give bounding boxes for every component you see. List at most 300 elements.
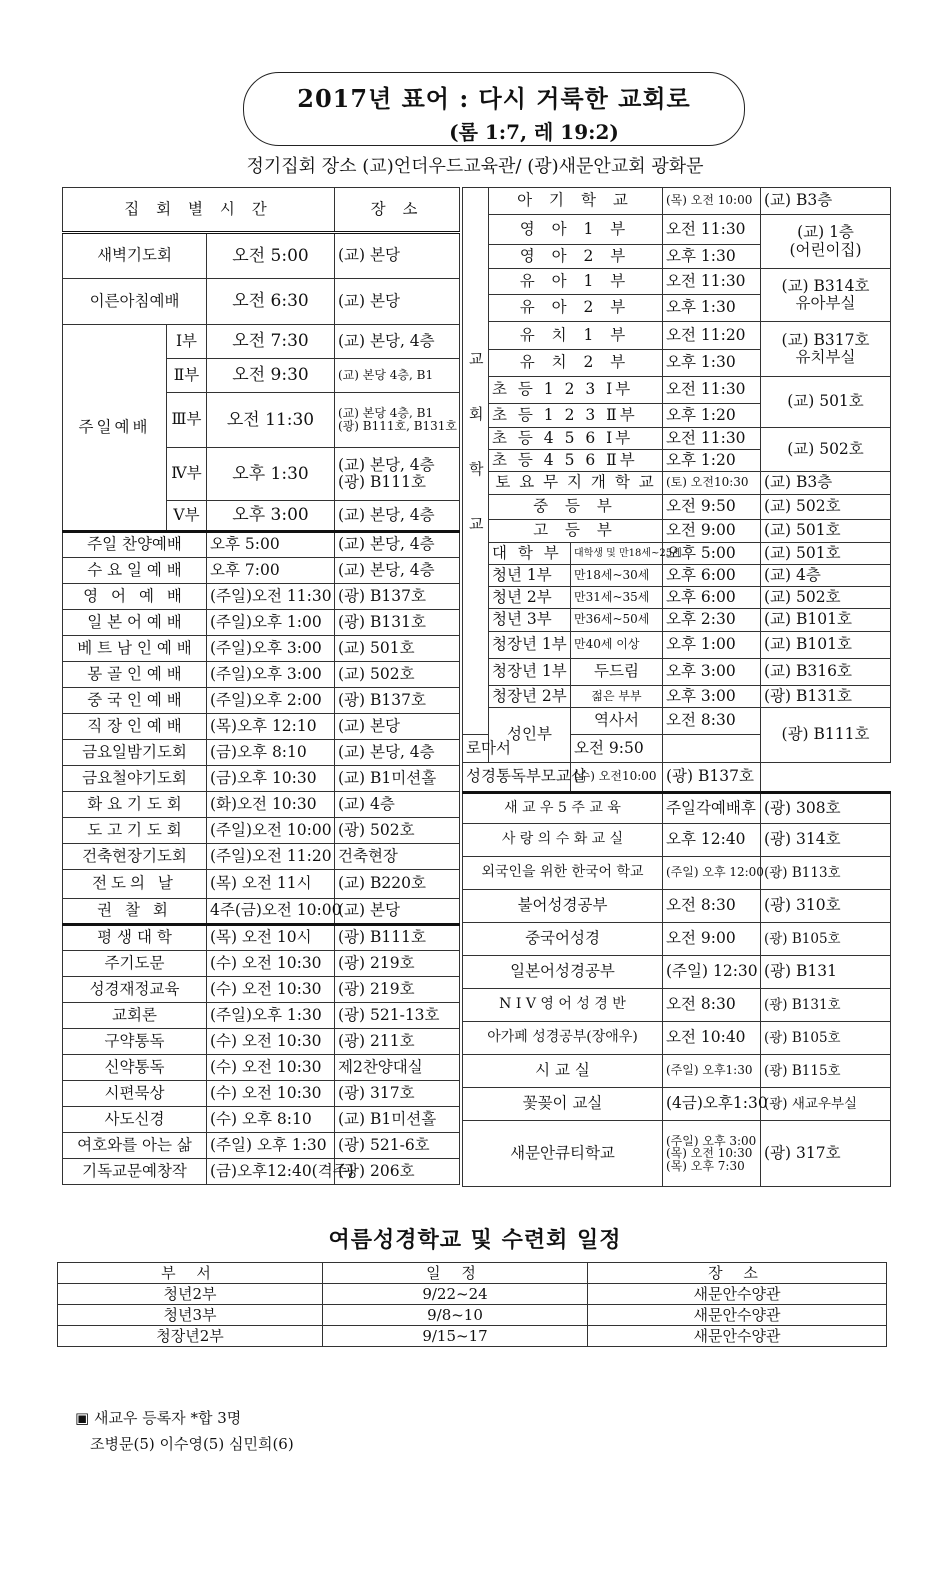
- meeting-time: 오후 3:00: [207, 501, 335, 532]
- place-line: (광) B111호: [338, 473, 426, 491]
- meeting-name: 직 장 인 예 배: [63, 714, 207, 740]
- meeting-place: (교) 4층: [335, 792, 460, 818]
- class-name: 고 등 부: [489, 520, 663, 543]
- class-time: [663, 1121, 761, 1187]
- class-name: 초 등 1 2 3 Ⅰ부: [489, 377, 663, 404]
- meeting-time: (목)오후 12:10: [207, 714, 335, 740]
- place-line: (어린이집): [789, 240, 862, 259]
- table-row: [463, 269, 891, 295]
- header-place: 장 소: [588, 1263, 887, 1284]
- class-place: (교) 501호: [761, 377, 891, 428]
- class-place: (광) 새교우부실: [761, 1088, 891, 1121]
- class-name: 불어성경공부: [463, 890, 663, 923]
- header-place: 장 소: [335, 188, 460, 233]
- meeting-name: 구약통독: [63, 1029, 207, 1055]
- meeting-place: (광) B137호: [335, 584, 460, 610]
- venue-line: 정기집회 장소 (교)언더우드교육관/ (광)새문안교회 광화문: [246, 156, 704, 177]
- class-time: (주일) 오후 12:00: [663, 857, 761, 890]
- class-time: 오후 1:20: [663, 450, 761, 472]
- meeting-place: (광) 521-6호: [335, 1133, 460, 1159]
- table-row: [63, 766, 460, 792]
- class-name: 청년 1부: [489, 565, 571, 587]
- table-row: [463, 587, 891, 609]
- table-row: [63, 662, 460, 688]
- meeting-place: (교) 본당, 4층: [335, 532, 460, 558]
- class-place: (광) B137호: [663, 763, 761, 793]
- class-time: 오후 12:40: [663, 824, 761, 857]
- meeting-name: 신약통독: [63, 1055, 207, 1081]
- place-line: (교) B317호: [781, 330, 870, 349]
- table-row: [463, 472, 891, 495]
- class-name: 유 아 1 부: [489, 269, 663, 295]
- class-name: 성경통독부모교실: [463, 763, 571, 793]
- table-row: [463, 989, 891, 1022]
- class-name: 중 등 부: [489, 495, 663, 520]
- meeting-place: (교) 본당 4층, B1: [335, 359, 460, 393]
- service-part: Ⅲ부: [167, 393, 207, 448]
- table-row: [63, 584, 460, 610]
- new-member-summary: [75, 1405, 294, 1431]
- class-place: (교) 4층: [761, 565, 891, 587]
- department-cell: 청년2부: [58, 1284, 323, 1305]
- table-row: [463, 1022, 891, 1055]
- meeting-name: 교회론: [63, 1003, 207, 1029]
- class-name: 시 교 실: [463, 1055, 663, 1088]
- meeting-time: 오전 11:30: [207, 393, 335, 448]
- class-time: 오후 1:20: [663, 404, 761, 428]
- meeting-time: 오후 1:30: [207, 448, 335, 501]
- meeting-time: 오전 7:30: [207, 325, 335, 359]
- class-sub: 두드림: [571, 659, 663, 686]
- class-time: 오전 9:00: [663, 520, 761, 543]
- schedule-cell: 9/15~17: [323, 1326, 588, 1347]
- table-row: [63, 1003, 460, 1029]
- meeting-time: (목) 오전 10시: [207, 925, 335, 951]
- class-time: 오후 3:00: [663, 686, 761, 708]
- class-name: 아 기 학 교: [489, 188, 663, 215]
- place-line: (교) 본당, 4층: [338, 455, 435, 474]
- department-cell: 청장년2부: [58, 1326, 323, 1347]
- meeting-place: (교) B220호: [335, 870, 460, 899]
- class-place: (광) 310호: [761, 890, 891, 923]
- meeting-time: 오후 7:00: [207, 558, 335, 584]
- class-time: 오후 1:00: [663, 632, 761, 659]
- table-row: [463, 923, 891, 956]
- meeting-time: (주일)오후 1:00: [207, 610, 335, 636]
- meeting-name: 영 어 예 배: [63, 584, 207, 610]
- meeting-time: (금)오후12:40(격주): [207, 1159, 335, 1185]
- class-place: (교) B101호: [761, 632, 891, 659]
- table-row: [58, 1305, 887, 1326]
- meeting-place: (교) 본당, 4층: [335, 325, 460, 359]
- class-place: (교) B3층: [761, 188, 891, 215]
- class-name: 영 아 1 부: [489, 215, 663, 245]
- class-name: 유 치 1 부: [489, 322, 663, 350]
- meeting-place: (광) 521-13호: [335, 1003, 460, 1029]
- place-line: (교) 1층: [797, 223, 854, 242]
- class-sub: 젊은 부부: [571, 686, 663, 708]
- class-name: 유 치 2 부: [489, 350, 663, 377]
- meeting-name: 도 고 기 도 회: [63, 818, 207, 844]
- meeting-time: (주일)오전 10:00: [207, 818, 335, 844]
- table-row: [63, 279, 460, 325]
- class-sub: 로마서: [463, 735, 489, 763]
- class-time: 오전 11:30: [663, 377, 761, 404]
- meeting-name: 여호와를 아는 삶: [63, 1133, 207, 1159]
- meeting-time: (금)오후 10:30: [207, 766, 335, 792]
- class-place: (광) B111호: [761, 708, 891, 763]
- class-place: (교) B316호: [761, 659, 891, 686]
- class-name: 청장년 1부: [489, 659, 571, 686]
- class-name: 성인부: [489, 708, 571, 763]
- meeting-time: (수) 오전 10:30: [207, 1029, 335, 1055]
- class-place: (교) 502호: [761, 428, 891, 472]
- class-time: 오후 5:00: [663, 543, 761, 565]
- table-row: [63, 844, 460, 870]
- meeting-time: (목) 오전 11시: [207, 870, 335, 899]
- class-age: 만36세~50세: [571, 609, 663, 632]
- bullet-icon: ▣: [75, 1409, 90, 1427]
- table-row: [463, 632, 891, 659]
- motto-title: 2017년 표어 : 다시 거룩한 교회로: [297, 84, 691, 113]
- service-part: Ⅱ부: [167, 359, 207, 393]
- class-name: N I V 영 어 성 경 반: [463, 989, 663, 1022]
- meeting-name: 일 본 어 예 배: [63, 610, 207, 636]
- class-place: (교) 501호: [761, 543, 891, 565]
- table-row: [463, 215, 891, 245]
- class-age: 만31세~35세: [571, 587, 663, 609]
- meeting-name: 이른아침예배: [63, 279, 207, 325]
- meeting-name: 건축현장기도회: [63, 844, 207, 870]
- new-member-count: 새교우 등록자 *합 3명: [93, 1409, 242, 1427]
- meeting-name: 사도신경: [63, 1107, 207, 1133]
- table-row: [463, 609, 891, 632]
- class-place: [761, 215, 891, 269]
- class-place: (광) B113호: [761, 857, 891, 890]
- table-row: [63, 325, 460, 359]
- table-header-row: [58, 1263, 887, 1284]
- class-place: [761, 269, 891, 322]
- meeting-place: 건축현장: [335, 844, 460, 870]
- table-row: [463, 322, 891, 350]
- class-place: (광) 308호: [761, 793, 891, 824]
- meeting-name: 주기도문: [63, 951, 207, 977]
- class-time: 오전 11:30: [663, 269, 761, 295]
- meeting-time: (금)오후 8:10: [207, 740, 335, 766]
- class-place: (광) 317호: [761, 1121, 891, 1187]
- class-time: 오전 8:30: [663, 989, 761, 1022]
- class-time: 오전 11:20: [663, 322, 761, 350]
- meeting-time: (수) 오전 10:30: [207, 1055, 335, 1081]
- table-row: [63, 818, 460, 844]
- meeting-time: 4주(금)오전 10:00: [207, 899, 335, 925]
- meeting-name: 주일 찬양예배: [63, 532, 207, 558]
- meeting-place: (교) 본당: [335, 279, 460, 325]
- meeting-time: (주일)오후 3:00: [207, 662, 335, 688]
- table-row: [463, 890, 891, 923]
- service-part: Ⅳ부: [167, 448, 207, 501]
- meeting-place: [335, 448, 460, 501]
- class-time: 오전 11:30: [663, 215, 761, 245]
- table-row: [63, 688, 460, 714]
- header-department: 부 서: [58, 1263, 323, 1284]
- department-cell: 청년3부: [58, 1305, 323, 1326]
- class-place: (교) 501호: [761, 520, 891, 543]
- class-place: (광) B105호: [761, 1022, 891, 1055]
- class-time: (주일) 오후1:30: [663, 1055, 761, 1088]
- meeting-name: 몽 골 인 예 배: [63, 662, 207, 688]
- meeting-place: (광) 219호: [335, 977, 460, 1003]
- class-name: 아가페 성경공부(장애우): [463, 1022, 663, 1055]
- place-line: 유아부실: [795, 294, 856, 312]
- meeting-time: (주일)오후 3:00: [207, 636, 335, 662]
- new-member-names: 조병문(5) 이수영(5) 심민희(6): [90, 1435, 294, 1453]
- class-sub: 역사서: [571, 708, 663, 735]
- meeting-name: 베 트 남 인 예 배: [63, 636, 207, 662]
- meeting-name: 중 국 인 예 배: [63, 688, 207, 714]
- meeting-schedule-table: [62, 187, 460, 1185]
- table-row: [463, 857, 891, 890]
- time-line: (목) 오후 7:30: [666, 1158, 745, 1173]
- class-name: 꽃꽂이 교실: [463, 1088, 663, 1121]
- class-place: (광) B131호: [761, 686, 891, 708]
- class-time: 오전 9:00: [663, 923, 761, 956]
- place-line: (교) 본당 4층, B1: [338, 405, 434, 420]
- meeting-name: 수 요 일 예 배: [63, 558, 207, 584]
- class-name: 영 아 2 부: [489, 245, 663, 269]
- class-time: 오전 11:30: [663, 428, 761, 450]
- table-row: [63, 1029, 460, 1055]
- meeting-place: (교) 본당, 4층: [335, 501, 460, 532]
- class-time: (4금)오후1:30: [663, 1088, 761, 1121]
- class-time: 오전 9:50: [663, 495, 761, 520]
- class-name: 초 등 4 5 6 Ⅰ부: [489, 428, 663, 450]
- table-row: [463, 428, 891, 450]
- table-row: [63, 714, 460, 740]
- meeting-place: (교) B1미션홀: [335, 1107, 460, 1133]
- meeting-name: 성경재정교육: [63, 977, 207, 1003]
- table-row: [463, 1121, 891, 1187]
- meeting-name: 화 요 기 도 회: [63, 792, 207, 818]
- table-row: [63, 558, 460, 584]
- service-part: Ⅰ부: [167, 325, 207, 359]
- meeting-time: (화)오전 10:30: [207, 792, 335, 818]
- church-school-label: 교회학교: [463, 188, 489, 735]
- motto-verse: (롬 1:7, 레 19:2): [449, 120, 619, 144]
- class-name: 사 랑 의 수 화 교 실: [463, 824, 663, 857]
- table-row: [63, 977, 460, 1003]
- new-member-notes: [75, 1405, 294, 1457]
- time-line: (주일) 오후 3:00: [666, 1133, 757, 1148]
- class-time: 오후 6:00: [663, 565, 761, 587]
- class-time: 오전 10:40: [663, 1022, 761, 1055]
- meeting-place: (광) 317호: [335, 1081, 460, 1107]
- class-name: 청년 3부: [489, 609, 571, 632]
- table-row: [63, 870, 460, 899]
- class-name: 중국어성경: [463, 923, 663, 956]
- class-time: 오후 6:00: [663, 587, 761, 609]
- table-row: [463, 708, 891, 735]
- meeting-time: (수) 오전 10:30: [207, 1081, 335, 1107]
- meeting-name: 기독교문예창작: [63, 1159, 207, 1185]
- table-row: [463, 956, 891, 989]
- table-row: [463, 1055, 891, 1088]
- meeting-name: 권 찰 회: [63, 899, 207, 925]
- class-place: (광) B131: [761, 956, 891, 989]
- place-line: (광) B111호, B131호: [338, 419, 458, 433]
- class-time: (토) 오전10:30: [663, 472, 761, 495]
- table-row: [63, 636, 460, 662]
- class-time: 오후 1:30: [663, 245, 761, 269]
- table-row: [463, 188, 891, 215]
- meeting-time: 오전 6:30: [207, 279, 335, 325]
- class-place: [761, 322, 891, 377]
- meeting-place: (광) 502호: [335, 818, 460, 844]
- table-row: [63, 610, 460, 636]
- header-meeting-time: 집 회 별 시 간: [63, 188, 335, 233]
- table-row: [63, 740, 460, 766]
- meeting-name: 새벽기도회: [63, 233, 207, 279]
- meeting-place: (교) 501호: [335, 636, 460, 662]
- meeting-name: 금요철야기도회: [63, 766, 207, 792]
- summer-schedule-title: 여름성경학교 및 수련회 일정: [328, 1227, 622, 1253]
- service-part: Ⅴ부: [167, 501, 207, 532]
- class-time: (목) 오전 10:00: [663, 188, 761, 215]
- table-row: [463, 763, 891, 793]
- meeting-place: (광) B111호: [335, 925, 460, 951]
- table-row: [63, 1081, 460, 1107]
- class-time: 오후 1:30: [663, 350, 761, 377]
- table-row: [58, 1326, 887, 1347]
- summer-schedule-table: [57, 1262, 887, 1347]
- meeting-place: (교) 502호: [335, 662, 460, 688]
- meeting-time: (주일) 오후 1:30: [207, 1133, 335, 1159]
- meeting-time: (주일)오전 11:30: [207, 584, 335, 610]
- table-row: [463, 377, 891, 404]
- meeting-place: (교) 본당: [335, 899, 460, 925]
- class-time: 오후 1:30: [663, 295, 761, 322]
- class-place: (광) B105호: [761, 923, 891, 956]
- class-time: 오전 9:50: [571, 735, 663, 763]
- schedule-cell: 9/8~10: [323, 1305, 588, 1326]
- church-school-table: [462, 187, 891, 1187]
- table-row: [63, 532, 460, 558]
- class-age: 만40세 이상: [571, 632, 663, 659]
- class-name: 초 등 1 2 3 Ⅱ부: [489, 404, 663, 428]
- class-name: 새문안큐티학교: [463, 1121, 663, 1187]
- meeting-place: (교) B1미션홀: [335, 766, 460, 792]
- table-row: [463, 543, 891, 565]
- class-time: (수) 오전10:00: [571, 763, 663, 793]
- table-row: [463, 1088, 891, 1121]
- class-time: 오후 2:30: [663, 609, 761, 632]
- place-cell: 새문안수양관: [588, 1305, 887, 1326]
- meeting-place: (광) 211호: [335, 1029, 460, 1055]
- meeting-place: (교) 본당, 4층: [335, 558, 460, 584]
- time-line: (목) 오전 10:30: [666, 1146, 753, 1161]
- meeting-place: (교) 본당: [335, 233, 460, 279]
- class-place: (교) 502호: [761, 495, 891, 520]
- meeting-time: (수) 오전 10:30: [207, 951, 335, 977]
- class-name: 청장년 2부: [489, 686, 571, 708]
- meeting-place: (광) B131호: [335, 610, 460, 636]
- table-row: [63, 1159, 460, 1185]
- class-name: 대 학 부: [489, 543, 571, 565]
- meeting-time: (수) 오후 8:10: [207, 1107, 335, 1133]
- meeting-place: [335, 393, 460, 448]
- meeting-time: (주일)오전 11:20: [207, 844, 335, 870]
- table-row: [463, 495, 891, 520]
- meeting-place: (광) 206호: [335, 1159, 460, 1185]
- table-row: [63, 925, 460, 951]
- class-name: 새 교 우 5 주 교 육: [463, 793, 663, 824]
- meeting-name: 평 생 대 학: [63, 925, 207, 951]
- table-row: [58, 1284, 887, 1305]
- class-time: (주일) 12:30: [663, 956, 761, 989]
- meeting-place: 제2찬양대실: [335, 1055, 460, 1081]
- class-time: 오전 8:30: [663, 708, 761, 735]
- meeting-place: (광) B137호: [335, 688, 460, 714]
- table-row: [63, 1055, 460, 1081]
- class-name: 초 등 4 5 6 Ⅱ부: [489, 450, 663, 472]
- table-row: [63, 233, 460, 279]
- class-time: 오전 8:30: [663, 890, 761, 923]
- class-place: (교) B3층: [761, 472, 891, 495]
- meeting-time: (주일)오후 1:30: [207, 1003, 335, 1029]
- class-place: (교) 502호: [761, 587, 891, 609]
- meeting-time: 오후 5:00: [207, 532, 335, 558]
- meeting-time: (주일)오후 2:00: [207, 688, 335, 714]
- table-row: [463, 824, 891, 857]
- class-age: 대학생 및 만18세~25세: [571, 543, 663, 565]
- class-place: (광) B115호: [761, 1055, 891, 1088]
- meeting-name: 전도의 날: [63, 870, 207, 899]
- place-line: 유치부실: [795, 348, 856, 366]
- class-time: 주일각예배후: [663, 793, 761, 824]
- class-age: 만18세~30세: [571, 565, 663, 587]
- place-cell: 새문안수양관: [588, 1326, 887, 1347]
- meeting-time: 오전 5:00: [207, 233, 335, 279]
- meeting-time: 오전 9:30: [207, 359, 335, 393]
- schedule-cell: 9/22~24: [323, 1284, 588, 1305]
- class-name: 일본어성경공부: [463, 956, 663, 989]
- meeting-name: 금요일밤기도회: [63, 740, 207, 766]
- class-place: (교) B101호: [761, 609, 891, 632]
- class-name: 토 요 무 지 개 학 교: [489, 472, 663, 495]
- table-row: [63, 951, 460, 977]
- place-line: (교) B314호: [781, 276, 870, 295]
- class-time: 오후 3:00: [663, 659, 761, 686]
- motto-banner: [243, 72, 745, 146]
- class-name: 청년 2부: [489, 587, 571, 609]
- sunday-service-label: 주일예배: [63, 325, 167, 532]
- meeting-place: (광) 219호: [335, 951, 460, 977]
- table-row: [63, 792, 460, 818]
- class-place: (광) B131호: [761, 989, 891, 1022]
- meeting-time: (수) 오전 10:30: [207, 977, 335, 1003]
- class-place: (광) 314호: [761, 824, 891, 857]
- class-name: 유 아 2 부: [489, 295, 663, 322]
- meeting-place: (교) 본당, 4층: [335, 740, 460, 766]
- header-schedule: 일 정: [323, 1263, 588, 1284]
- table-row: [63, 1133, 460, 1159]
- table-row: [463, 686, 891, 708]
- table-row: [463, 659, 891, 686]
- place-cell: 새문안수양관: [588, 1284, 887, 1305]
- class-name: 외국인을 위한 한국어 학교: [463, 857, 663, 890]
- table-row: [63, 899, 460, 925]
- table-header-row: [63, 188, 460, 233]
